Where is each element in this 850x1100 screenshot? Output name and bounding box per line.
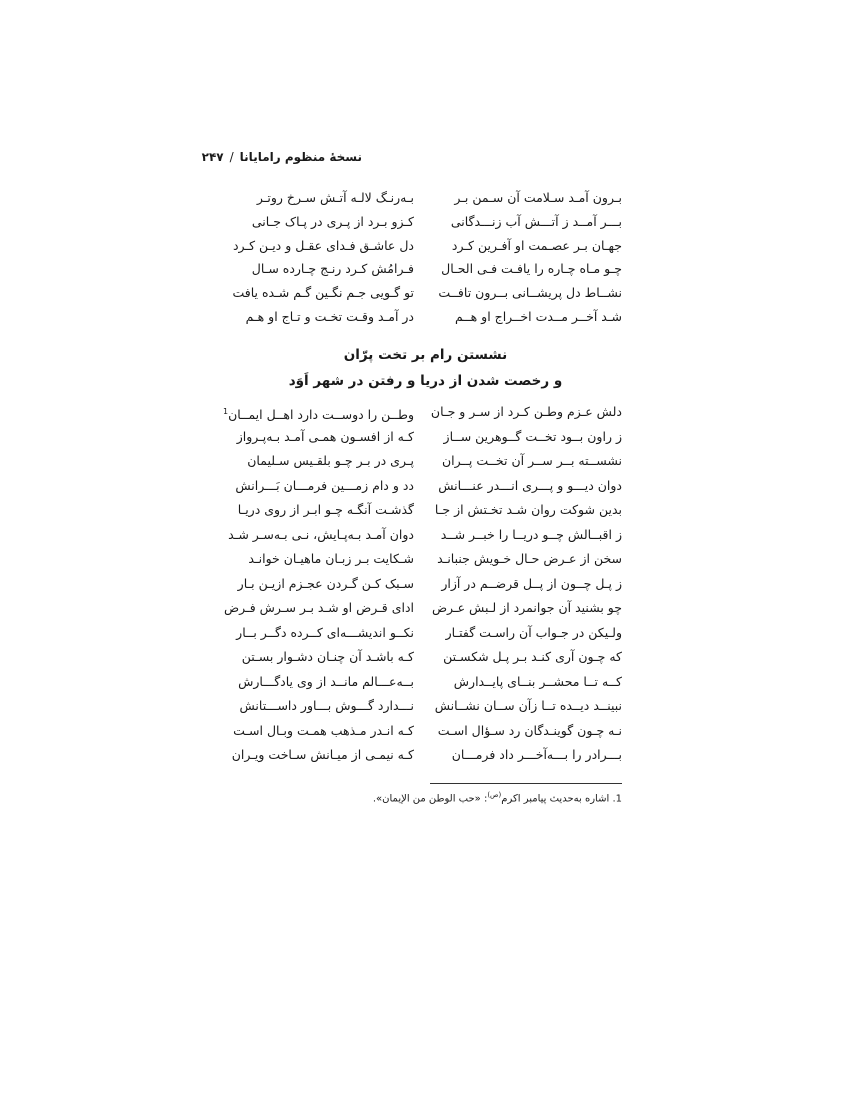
first-hemistich: بـرون آمـد سـلامت آن سـمن بـر (454, 190, 622, 205)
first-hemistich: ز اقبــالش چــو دریــا را خبــر شــد (440, 526, 622, 542)
first-hemistich: نبینــد دیــده تــا زآن ســان نشــانش (434, 698, 622, 713)
couplet (229, 645, 622, 670)
second-hemistich: فـرامُش کـرد رنـج چـارده سـال (251, 261, 414, 277)
couplet (229, 257, 622, 281)
first-hemistich: ز راون بــود تخــت گــوهرین ســاز (443, 428, 622, 444)
couplet (223, 400, 622, 425)
first-hemistich: جهـان بـر عصـمت او آفـرین کـرد (451, 237, 622, 253)
first-hemistich: نشــاط دل پریشــانی بــرون تافــت (438, 285, 622, 301)
second-hemistich: سـبک کـن گـردن عجـزم ازیـن بـار (237, 575, 414, 591)
first-hemistich: که چـون آری کنـد بـر پـل شکسـتن (443, 649, 622, 664)
first-hemistich: دلش عـزم وطـن کـرد از سـر و جـان (430, 404, 622, 419)
couplet (229, 694, 622, 719)
second-hemistich: بـه‌رنـگ لالـه آتـش سـرخ روتـر (256, 190, 414, 205)
second-hemistich: کـه انـدر مـذهب همـت وبـال اسـت (233, 722, 414, 738)
second-hemistich: ادای قـرض او شـد بـر سـرش فـرض (224, 600, 414, 615)
first-hemistich: چو بشنید آن جوانمرد از لـبش عـرض (431, 600, 622, 615)
couplet (229, 523, 622, 548)
poem-stanza-2 (223, 400, 622, 768)
second-hemistich: کـه از افسـون همـی آمـد بـه‌پـرواز (236, 428, 414, 444)
section-title-line-1: نشستن رام بر تخت پرّان (343, 347, 508, 363)
second-hemistich: در آمـد وقـت تخـت و تـاج او هـم (245, 308, 414, 324)
first-hemistich: بدین شوکت روان شـد تخـتش از جـا (434, 502, 622, 517)
footnote (229, 791, 622, 804)
header-separator: / (229, 150, 234, 164)
couplet (229, 572, 622, 597)
second-hemistich: کـه نیمـی از میـانش سـاخت ویـران (231, 747, 414, 762)
couplet (229, 281, 622, 305)
couplet (229, 670, 622, 695)
second-hemistich: تو گـویی جـم نگـین گـم شـده یافت (232, 285, 414, 301)
second-hemistich: کـزو بـرد از پـری در پـاک جـانی (251, 213, 414, 229)
couplet (229, 234, 622, 258)
second-hemistich: کـه باشـد آن چنـان دشـوار بسـتن (241, 649, 414, 664)
couplet (229, 474, 622, 499)
second-hemistich: دد و دام زمـــین فرمـــان بَـــرانش (235, 477, 414, 493)
couplet (229, 425, 622, 450)
couplet (229, 743, 622, 768)
footnote-text: اشاره به‌حدیث پیامبر اکرم (501, 793, 610, 805)
first-hemistich: کــه تــا محشــر بنــای پایــدارش (453, 673, 622, 689)
first-hemistich: نـه چـون گوینـدگان رد سـؤال اسـت (437, 722, 622, 738)
section-title-line-2: و رخصت شدن از دریا و رفتن در شهر اَوَد (288, 373, 563, 389)
book-title: نسخهٔ منظوم رامایانا (239, 150, 362, 164)
footnote-quote: : «حب الوطن من الإیمان». (372, 793, 488, 805)
page-number: ۲۴۷ (201, 150, 224, 164)
second-hemistich: گذشـت آنگـه چـو ابـر از روی دریـا (237, 502, 414, 517)
first-hemistich: چـو مـاه چـاره را یافـت فـی الحـال (441, 261, 622, 277)
first-hemistich: شـد آخــر مــدت اخــراج او هــم (454, 308, 622, 324)
first-hemistich: بـــرادر را بـــه‌آخـــر داد فرمـــان (451, 747, 622, 762)
footnote-number: 1. (612, 793, 622, 805)
footnote-reference[interactable]: 1 (223, 407, 229, 416)
first-hemistich: بـــر آمــد ز آتـــش آب زنـــدگانی (450, 213, 622, 229)
second-hemistich: بــه‌عـــالم مانــد از وی یادگـــارش (238, 673, 414, 689)
first-hemistich: نشســته بــر ســر آن تخــت پــران (442, 453, 622, 468)
second-hemistich: نکــو اندیشـــه‌ای کــرده دگــر بــار (236, 624, 414, 640)
first-hemistich: ولـیکن در جـواب آن راسـت گفتـار (445, 624, 622, 640)
couplet (229, 498, 622, 523)
poem-stanza-1 (229, 186, 622, 329)
couplet (224, 596, 622, 621)
first-hemistich: دوان دیـــو و پـــری انـــدر عنـــانش (438, 477, 622, 493)
couplet (229, 719, 622, 744)
couplet (229, 621, 622, 646)
second-hemistich-text: وطــن را دوســت دارد اهــل ایمــان (228, 407, 414, 423)
couplet (229, 186, 622, 210)
first-hemistich: سخن از عـرض حـال خـویش جنبانـد (437, 551, 622, 566)
first-hemistich: ز پـل چــون از پــل قرضــم در آزار (441, 575, 622, 591)
footnote-superscript: (ص) (487, 791, 502, 799)
second-hemistich: شـکایت بـر زبـان ماهیـان خوانـد (248, 551, 414, 566)
couplet (229, 305, 622, 329)
second-hemistich: نـــدارد گـــوش بـــاور داســـتانش (239, 698, 414, 713)
second-hemistich: پـری در بـر چـو بلقـیس سـلیمان (247, 453, 414, 468)
footnote-divider (430, 783, 622, 784)
second-hemistich: دوان آمـد بـه‌پـایش، نـی بـه‌سـر شـد (228, 526, 414, 542)
second-hemistich (223, 400, 414, 425)
couplet (229, 210, 622, 234)
second-hemistich: دل عاشـق فـدای عقـل و دیـن کـرد (232, 237, 414, 253)
couplet (229, 449, 622, 474)
running-header (162, 150, 362, 170)
couplet (229, 547, 622, 572)
